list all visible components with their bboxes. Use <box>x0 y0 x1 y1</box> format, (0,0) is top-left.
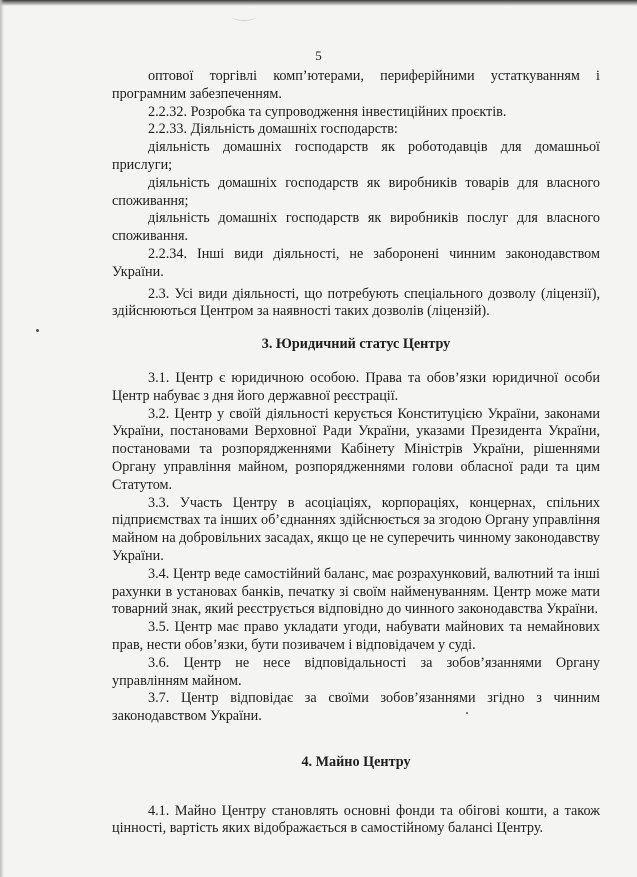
section-heading: 3. Юридичний статус Центру <box>261 336 451 353</box>
paragraph: 2.2.32. Розробка та супроводження інвестиційних проєктів. <box>148 103 507 120</box>
paragraph: діяльність домашніх господарств як виробників товарів для власного споживання; <box>112 174 600 209</box>
section-heading: 4. Майно Центру <box>301 753 411 770</box>
paragraph: 3.3. Участь Центру в асоціаціях, корпораціях, концернах, спільних підприємствах та інших об’єднаннях здійснюється за згодою Органу управління майном на добровільних засадах, якщо це не суперечить чинному законодавству України. <box>112 494 600 564</box>
scan-speck <box>36 329 39 332</box>
scan-smudge <box>232 12 256 21</box>
paragraph: 3.6. Центр не несе відповідальності за зобов’язаннями Органу управлінням майном. <box>112 654 600 689</box>
paragraph: 2.2.34. Інші види діяльності, не заборонені чинним законодавством України. <box>112 245 600 280</box>
document-body <box>112 68 600 838</box>
paragraph: 3.1. Центр є юридичною особою. Права та обов’язки юридичної особи Центр набуває з дня його державної реєстрації. <box>112 369 600 404</box>
paragraph: 3.5. Центр має право укладати угоди, набувати майнових та немайнових прав, нести обов’язки, бути позивачем і відповідачем у суді. <box>112 619 600 653</box>
paragraph: 2.3. Усі види діяльності, що потребують спеціального дозволу (ліцензії), здійснюються Центром за наявності таких дозволів (ліцензій). <box>112 285 600 320</box>
paragraph: діяльність домашніх господарств як роботодавців для домашньої прислуги; <box>112 139 600 173</box>
scan-shadow-left <box>0 0 4 877</box>
paragraph: 2.2.33. Діяльність домашніх господарств: <box>148 121 398 138</box>
paragraph: оптової торгівлі комп’ютерами, периферійними устаткуванням і програмним забезпеченням. <box>112 68 600 102</box>
paragraph: 4.1. Майно Центру становлять основні фонди та обігові кошти, а також цінності, вартість яких відображається в самостійному балансі Центру. <box>112 802 600 837</box>
paragraph: 3.7. Центр відповідає за своїми зобов’язаннями згідно з чинним законодавством України. <box>112 690 600 725</box>
paragraph: 3.4. Центр веде самостійний баланс, має розрахунковий, валютний та інші рахунки в установах банків, печатку зі своїм найменуванням. Центр може мати товарний знак, який реєструється відповідно до чинного законодавства України. <box>112 565 600 618</box>
scan-shadow-top <box>0 0 637 6</box>
paragraph: 3.2. Центр у своїй діяльності керується Конституцією України, законами України, постановами Верховної Ради України, указами Президента України, постановами та розпорядженнями Кабінету Міністрів України, рішеннями Органу управління майном, розпорядженнями голови обласної ради та цим Статутом. <box>112 405 600 493</box>
page-number: 5 <box>315 48 322 63</box>
paragraph: діяльність домашніх господарств як виробників послуг для власного споживання. <box>112 210 600 245</box>
